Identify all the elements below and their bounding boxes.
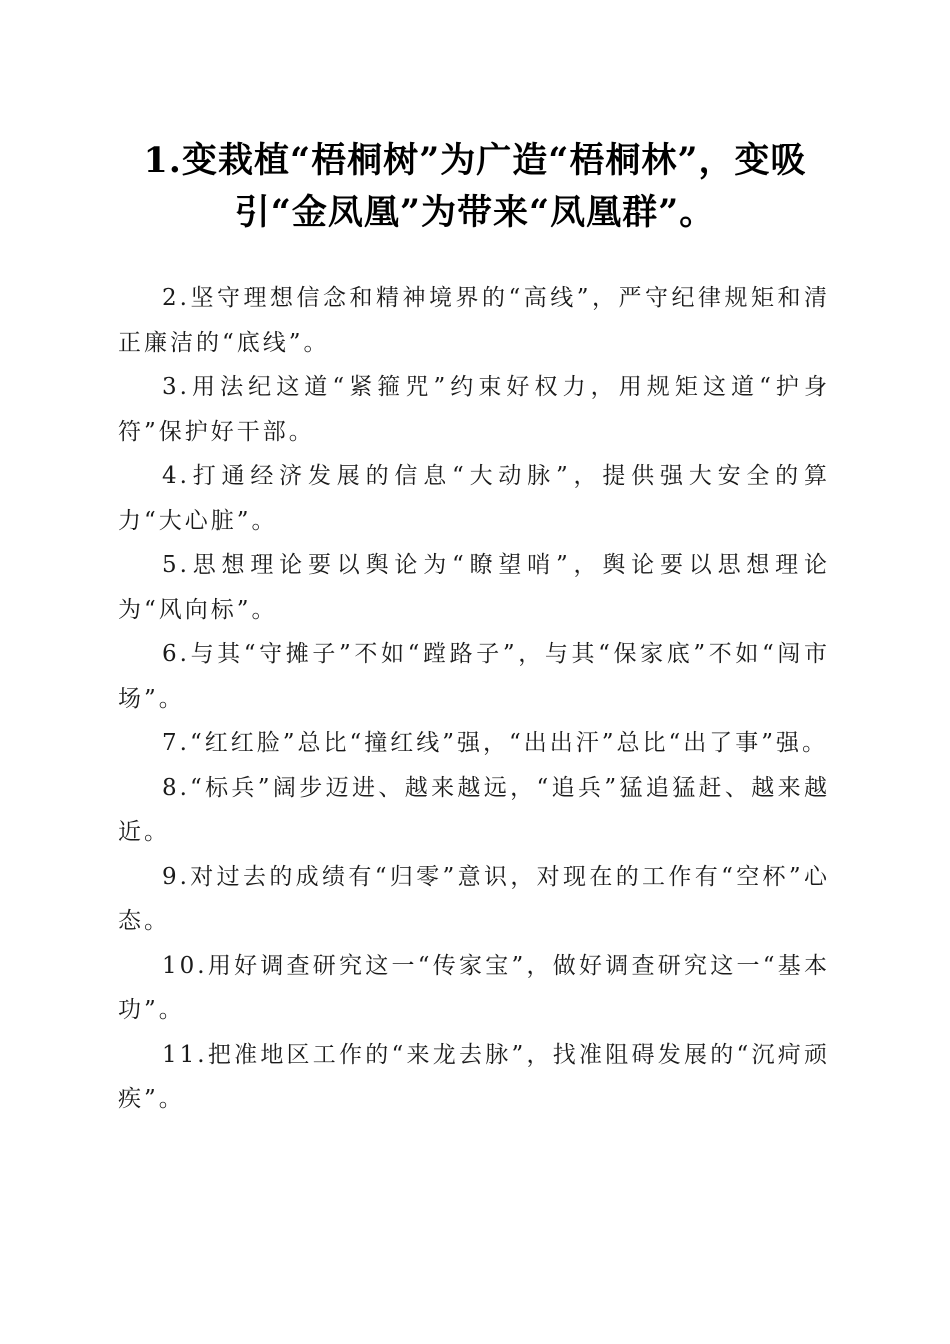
paragraph-item: 10.用好调查研究这一“传家宝”，做好调查研究这一“基本功”。 xyxy=(118,952,830,1023)
paragraph-item: 7.“红红脸”总比“撞红线”强，“出出汗”总比“出了事”强。 xyxy=(162,730,829,756)
paragraph-item: 5.思想理论要以舆论为“瞭望哨”，舆论要以思想理论为“风向标”。 xyxy=(118,552,830,623)
paragraph-item: 2.坚守理想信念和精神境界的“高线”，严守纪律规矩和清正廉洁的“底线”。 xyxy=(118,285,830,356)
paragraph-item: 8.“标兵”阔步迈进、越来越远，“追兵”猛追猛赶、越来越近。 xyxy=(118,774,830,845)
paragraph-item: 4.打通经济发展的信息“大动脉”，提供强大安全的算力“大心脏”。 xyxy=(118,463,830,534)
paragraph-list xyxy=(118,276,830,1122)
paragraph-item: 3.用法纪这道“紧箍咒”约束好权力，用规矩这道“护身符”保护好干部。 xyxy=(118,374,830,445)
paragraph-item: 6.与其“守摊子”不如“蹚路子”，与其“保家底”不如“闯市场”。 xyxy=(118,641,830,712)
paragraph-item: 9.对过去的成绩有“归零”意识，对现在的工作有“空杯”心态。 xyxy=(118,863,830,934)
title-line-2: 引“金凤凰”为带来“凤凰群”。 xyxy=(234,192,716,233)
document-title xyxy=(110,135,840,239)
paragraph-item: 11.把准地区工作的“来龙去脉”，找准阻碍发展的“沉疴顽疾”。 xyxy=(118,1041,830,1112)
title-line-1: 1.变栽植“梧桐树”为广造“梧桐林”，变吸 xyxy=(143,140,807,181)
